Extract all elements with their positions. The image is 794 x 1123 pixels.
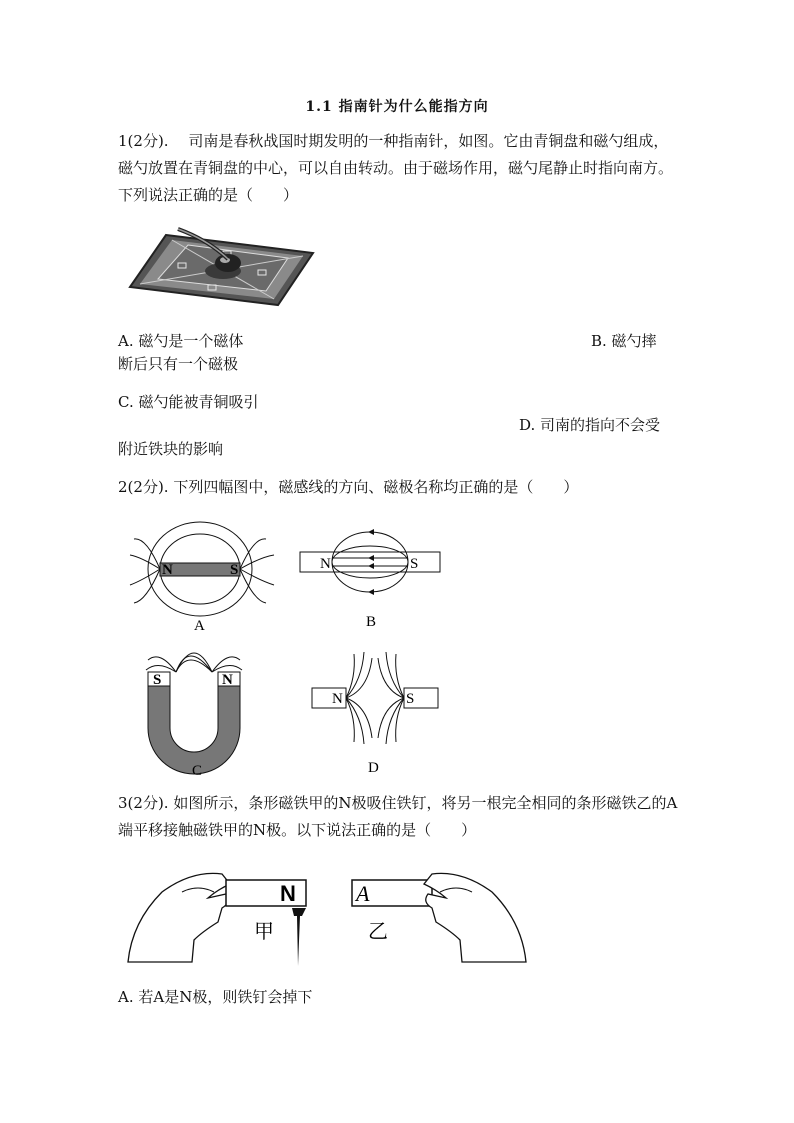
- magnet-figure-d: [310, 650, 440, 780]
- fig-d-pole-n: N: [332, 691, 343, 707]
- question-3-stem: 3(2分). 如图所示，条形磁铁甲的N极吸住铁钉，将另一根完全相同的条形磁铁乙的A端平移接触磁铁甲的N极。以下说法正确的是（ ）: [118, 794, 678, 839]
- question-2-stem: 2(2分). 下列四幅图中，磁感线的方向、磁极名称均正确的是（ ）: [118, 478, 579, 496]
- question-3-option-a: A. 若A是N极，则铁钉会掉下: [118, 988, 313, 1006]
- magnet-jia-n-label: N: [280, 881, 296, 906]
- fig-c-pole-s: S: [153, 672, 162, 688]
- fig-a-pole-s: S: [230, 562, 239, 578]
- page-title: 1.1 指南针为什么能指方向: [305, 99, 489, 115]
- fig-a-label: A: [194, 618, 205, 634]
- magnet-yi-label: 乙: [368, 919, 388, 943]
- fig-b-pole-s: S: [410, 556, 419, 572]
- question-1-option-c: C. 磁勺能被青铜吸引: [118, 393, 259, 411]
- fig-b-pole-n: N: [320, 556, 331, 572]
- magnet-figure-b: [298, 524, 443, 634]
- fig-c-pole-n: N: [222, 672, 233, 688]
- magnet-figure-a: [126, 517, 278, 635]
- magnet-jia-label: 甲: [254, 919, 274, 943]
- fig-b-label: B: [366, 614, 377, 630]
- magnet-yi-a-label: A: [356, 881, 370, 906]
- magnets-with-nail-figure: [122, 862, 532, 977]
- question-1-option-b-cont: 断后只有一个磁极: [118, 355, 239, 373]
- fig-c-label: C: [192, 763, 203, 779]
- fig-d-label: D: [368, 760, 379, 776]
- question-1-option-d-cont: 附近铁块的影响: [118, 440, 224, 458]
- magnet-figure-c: [140, 640, 250, 780]
- question-1-stem: 1(2分). 司南是春秋战国时期发明的一种指南针，如图。它由青铜盘和磁勺组成，磁勺放置在青铜盘的中心，可以自由转动。由于磁场作用，磁勺尾静止时指向南方。下列说法正确的是（ ）: [118, 132, 674, 204]
- fig-a-pole-n: N: [162, 562, 173, 578]
- question-1-option-d: D. 司南的指向不会受: [519, 416, 661, 434]
- sinan-compass-image: [128, 215, 318, 310]
- question-1-option-a: A. 磁勺是一个磁体: [118, 332, 244, 350]
- fig-d-pole-s: S: [406, 691, 415, 707]
- question-1-option-b: B. 磁勺摔: [591, 332, 657, 350]
